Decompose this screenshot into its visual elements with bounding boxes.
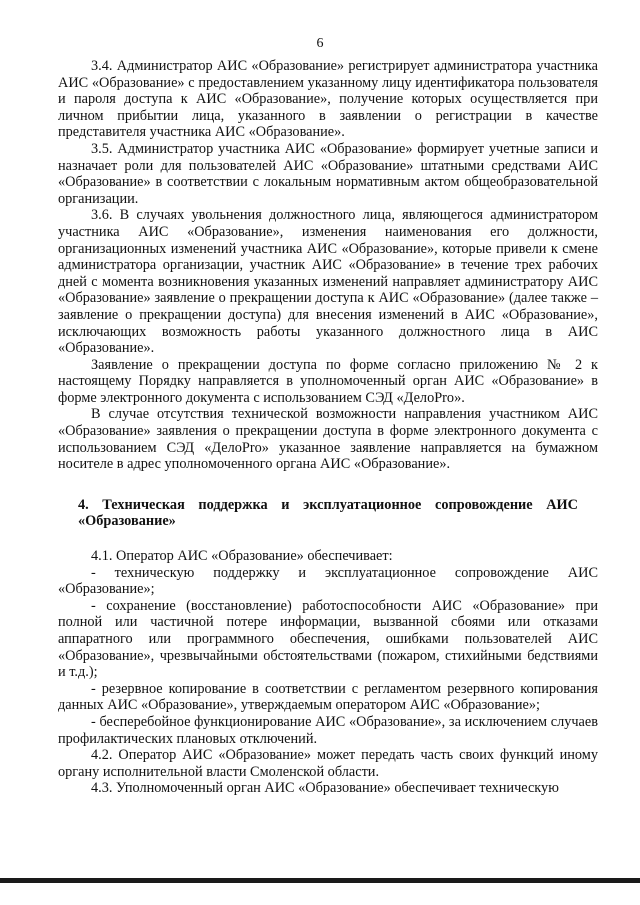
paragraph-paper-submission: В случае отсутствия технической возможности направления участником АИС «Образование» заявления о прекращении доступа в форме электронного документа с использованием СЭД «ДелоPro» указанное заявление направляется на бумажном носителе в адрес уполномоченного органа АИС «Образование».	[58, 406, 598, 473]
paragraph-3-6: 3.6. В случаях увольнения должностного лица, являющегося администратором участника АИС «Образование», изменения наименования его должности, организационных изменений участника АИС «Образование», которые привели к смене администратора организации, участник АИС «Образование» в течение трех рабочих дней с момента возникновения указанных изменений направляет администратору АИС «Образование» заявление о прекращении доступа к АИС «Образование» (далее также – заявление о прекращении доступа) для внесения изменений в АИС «Образование», исключающих возможность работы указанного должностного лица в АИС «Образование».	[58, 207, 598, 357]
paragraph-4-3: 4.3. Уполномоченный орган АИС «Образование» обеспечивает техническую	[91, 780, 559, 797]
paragraph-4-1: 4.1. Оператор АИС «Образование» обеспечивает:	[91, 548, 393, 565]
list-item-technical-support: - техническую поддержку и эксплуатационное сопровождение АИС «Образование»;	[58, 564, 598, 598]
paragraph-statement-form: Заявление о прекращении доступа по форме согласно приложению № 2 к настоящему Порядку направляется в уполномоченный орган АИС «Образование» в форме электронного документа с использованием СЭД «ДелоPro».	[58, 356, 598, 406]
list-item-recovery: - сохранение (восстановление) работоспособности АИС «Образование» при полной или частичной потере информации, вызванной сбоями или отказами аппаратного или программного обеспечения, ошибками пользователей АИС «Образование», чрезвычайными обстоятельствами (пожаром, стихийными бедствиями и т.д.);	[58, 597, 598, 681]
paragraph-3-4: 3.4. Администратор АИС «Образование» регистрирует администратора участника АИС «Образование» с предоставлением указанному лицу идентификатора пользователя и пароля доступа к АИС «Образование», получение которых осуществляется при личном прибытии лица, указанного в заявлении о регистрации в качестве представителя участника АИС «Образование».	[58, 58, 598, 141]
list-item-uptime: - бесперебойное функционирование АИС «Образование», за исключением случаев профилактических плановых отключений.	[58, 713, 598, 747]
paragraph-3-5: 3.5. Администратор участника АИС «Образование» формирует учетные записи и назначает роли для пользователей АИС «Образование» штатными средствами АИС «Образование» в соответствии с локальным нормативным актом общеобразовательной организации.	[58, 140, 598, 207]
page-number: 6	[316, 36, 324, 51]
section-heading-4: 4. Техническая поддержка и эксплуатационное сопровождение АИС «Образование»	[78, 496, 578, 530]
paragraph-4-2: 4.2. Оператор АИС «Образование» может передать часть своих функций иному органу исполнительной власти Смоленской области.	[58, 747, 598, 780]
list-item-backup: - резервное копирование в соответствии с регламентом резервного копирования данных АИС «Образование», утверждаемым оператором АИС «Образование»;	[58, 680, 598, 714]
document-body	[58, 58, 598, 797]
bottom-border	[0, 878, 640, 883]
